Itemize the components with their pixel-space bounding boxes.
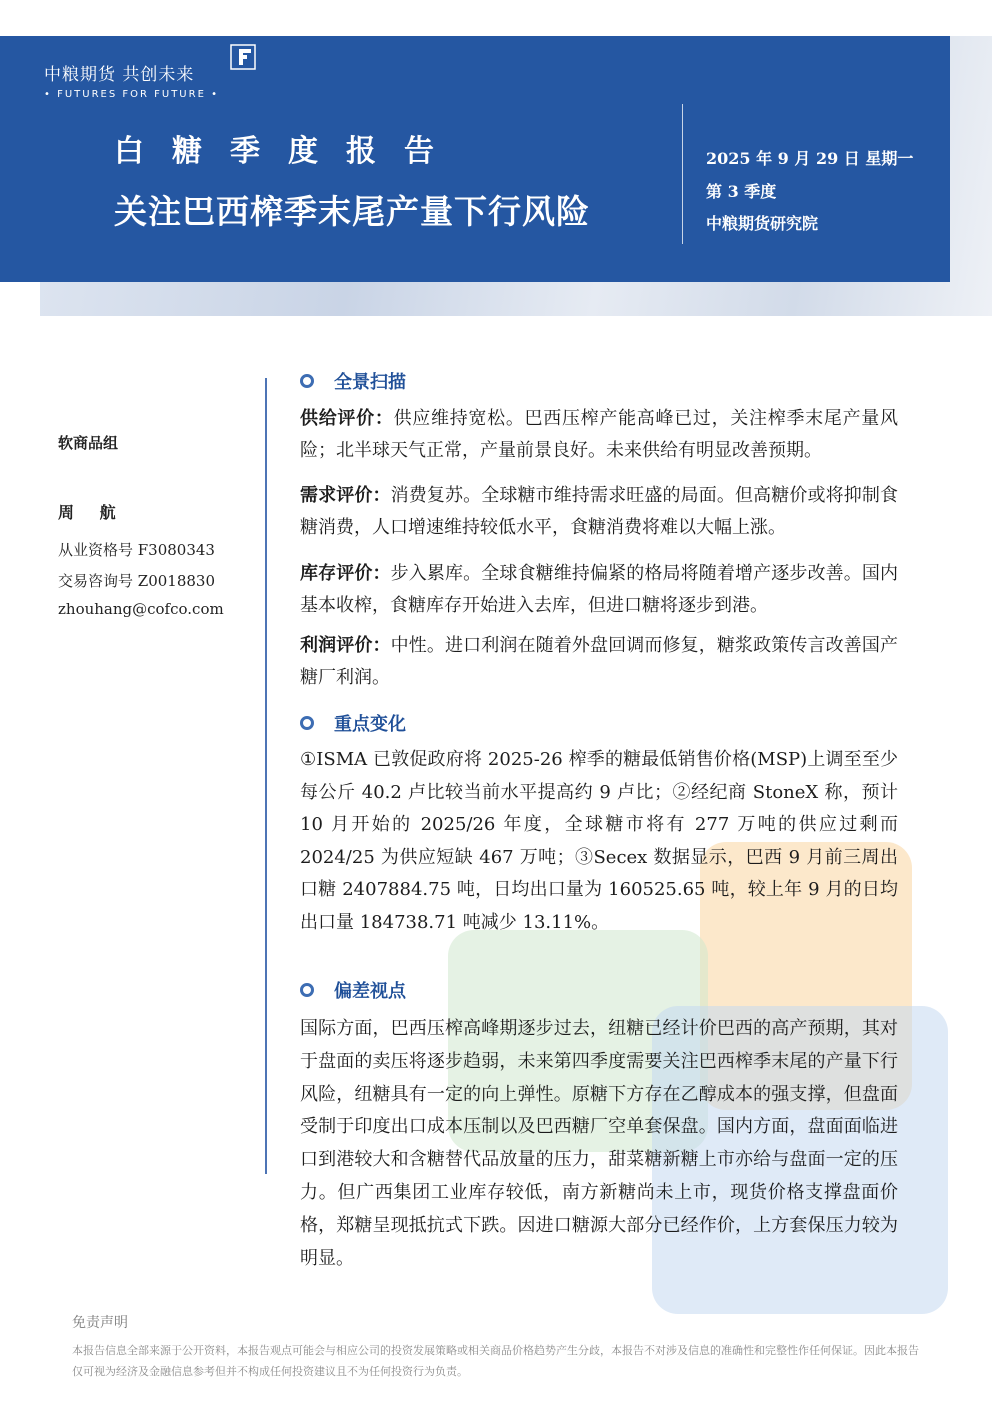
section-title: 全景扫描 (334, 372, 406, 393)
key-changes-text: ①ISMA 已敦促政府将 2025-26 榨季的糖最低销售价格(MSP)上调至至少每公斤 40.2 卢比较当前水平提高约 9 卢比；②经纪商 StoneX 称，预计 10 月开始的 2025/26 年度，全球糖市将有 277 万吨的供应过剩而 2024/25 为供应短缺 467 万吨；③Secex 数据显示，巴西 9 月前三周出口糖 2407884.75 吨，日均出口量为 160525.65 吨，较上年 9 月的日均出口量 184738.71 吨减少 13.11%。 (300, 749, 898, 933)
section-changes-heading (300, 710, 406, 736)
report-title: 关注巴西榨季末尾产量下行风险 (114, 192, 590, 231)
profit-text: 中性。进口利润在随着外盘回调而修复，糖浆政策传言改善国产糖厂利润。 (300, 635, 898, 689)
demand-evaluation (300, 480, 898, 544)
analyst-consulting-number: 交易咨询号 Z0018830 (58, 572, 215, 590)
analyst-group: 软商品组 (58, 434, 119, 452)
supply-label: 供给评价： (300, 408, 394, 429)
demand-label: 需求评价： (300, 485, 391, 506)
section-overview-heading (300, 368, 406, 394)
section-view-heading (300, 977, 406, 1003)
logo-mark-icon (230, 44, 256, 70)
profit-label: 利润评价： (300, 635, 391, 656)
logo-chinese-text: 中粮期货 共创未来 (44, 65, 195, 85)
analyst-qualification: 从业资格号 F3080343 (58, 541, 215, 559)
circle-bullet-icon (300, 983, 314, 997)
brand-logo (44, 60, 219, 100)
supply-evaluation (300, 403, 898, 467)
circle-bullet-icon (300, 374, 314, 388)
disclaimer-text: 本报告信息全部来源于公开资料，本报告观点可能会与相应公司的投资发展策略或相关商品价格趋势产生分歧，本报告不对涉及信息的准确性和完整性作任何保证。因此本报告仅可视为经济及金融信息参考但并不构成任何投资建议且不为任何投资行为负责。 (72, 1344, 919, 1378)
stock-evaluation (300, 558, 898, 622)
report-quarter: 第 3 季度 (706, 182, 777, 201)
header-divider (682, 104, 683, 244)
demand-text: 消费复苏。全球糖市维持需求旺盛的局面。但高糖价或将抑制食糖消费，人口增速维持较低水平，食糖消费将难以大幅上涨。 (300, 485, 898, 539)
report-date: 2025 年 9 月 29 日 星期一 (706, 149, 914, 168)
circle-bullet-icon (300, 716, 314, 730)
stock-text: 步入累库。全球食糖维持偏紧的格局将随着增产逐步改善。国内基本收榨，食糖库存开始进入去库，但进口糖将逐步到港。 (300, 563, 898, 617)
profit-evaluation (300, 630, 898, 694)
report-type: 白糖季度报告 (114, 134, 462, 169)
column-divider (265, 378, 267, 1174)
deviation-view-text: 国际方面，巴西压榨高峰期逐步过去，纽糖已经计价巴西的高产预期，其对于盘面的卖压将逐步趋弱，未来第四季度需要关注巴西榨季末尾的产量下行风险，纽糖具有一定的向上弹性。原糖下方存在乙醇成本的强支撑，但盘面受制于印度出口成本压制以及巴西糖厂空单套保盘。国内方面，盘面面临进口到港较大和含糖替代品放量的压力，甜菜糖新糖上市亦给与盘面一定的压力。但广西集团工业库存较低，南方新糖尚未上市，现货价格支撑盘面价格，郑糖呈现抵抗式下跌。因进口糖源大部分已经作价，上方套保压力较为明显。 (300, 1018, 898, 1269)
section-title: 重点变化 (334, 714, 406, 735)
logo-english-text: • FUTURES FOR FUTURE • (44, 89, 219, 100)
analyst-email[interactable]: zhouhang@cofco.com (58, 600, 224, 618)
section-title: 偏差视点 (334, 981, 406, 1002)
analyst-name: 周 航 (58, 503, 126, 522)
stock-label: 库存评价： (300, 563, 391, 584)
supply-text: 供应维持宽松。巴西压榨产能高峰已过，关注榨季末尾产量风险；北半球天气正常，产量前景良好。未来供给有明显改善预期。 (300, 408, 899, 462)
report-organization: 中粮期货研究院 (706, 214, 819, 233)
disclaimer-title: 免责声明 (72, 1315, 128, 1331)
